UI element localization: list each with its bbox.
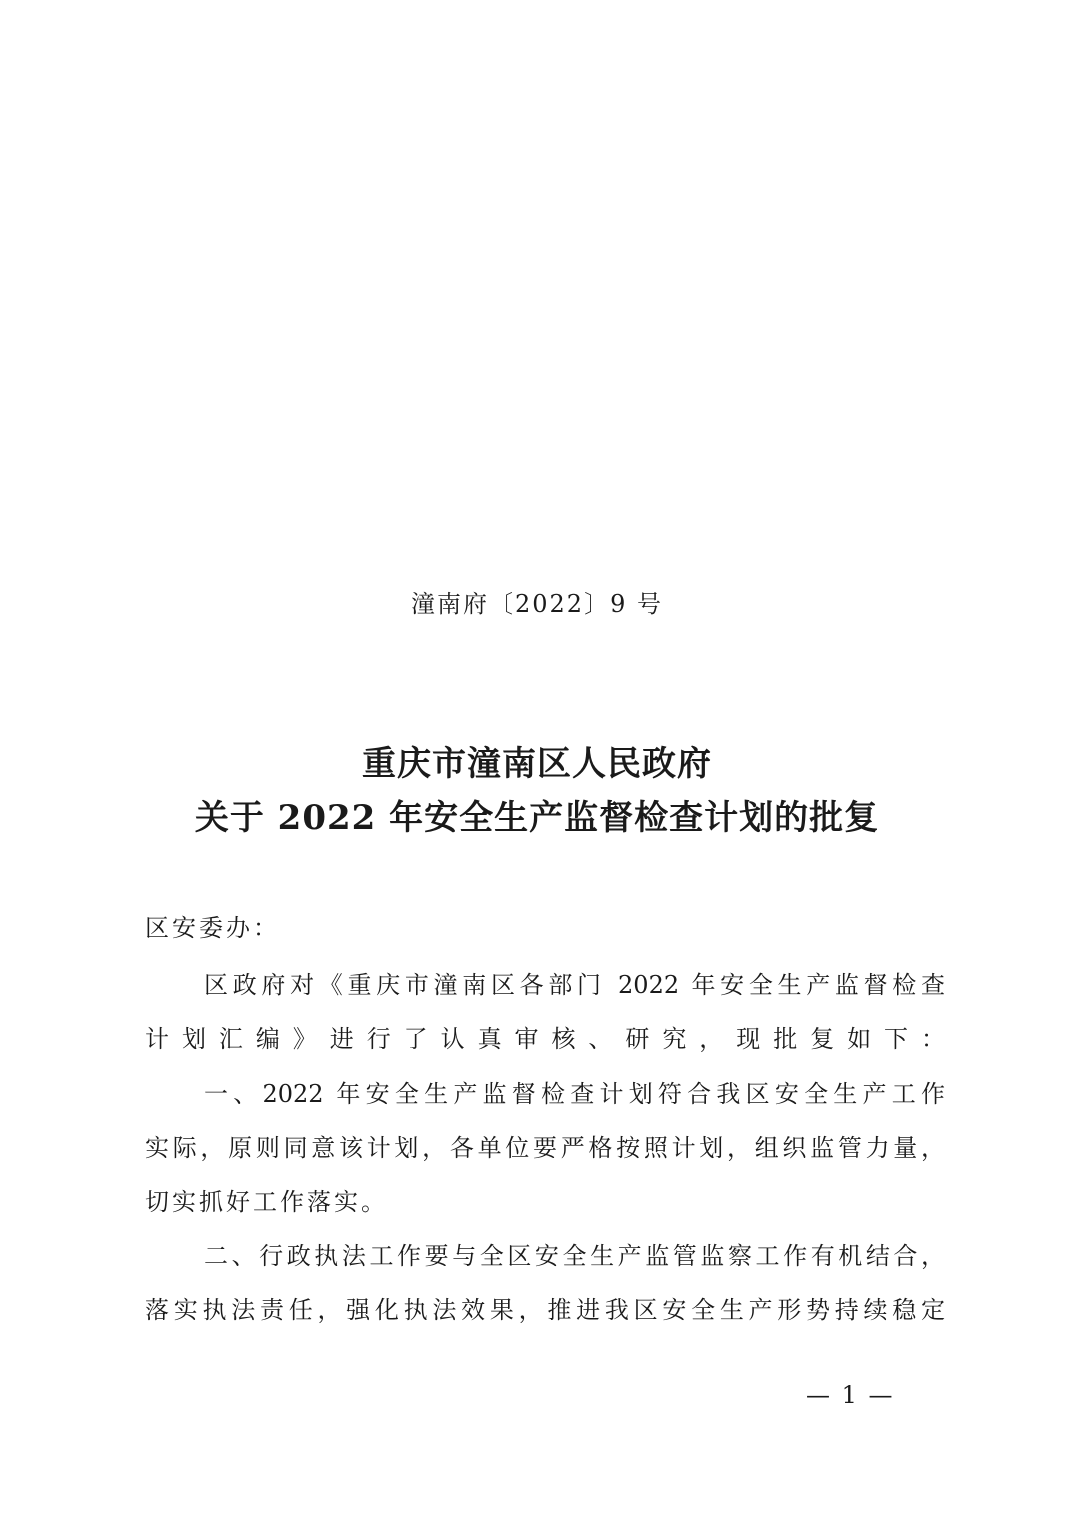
document-number: 潼南府〔2022〕9 号 <box>411 590 663 618</box>
body-line-2: 计划汇编》进行了认真审核、研究，现批复如下： <box>145 1025 945 1053</box>
body-line-4: 实际，原则同意该计划，各单位要严格按照计划，组织监管力量， <box>145 1134 945 1162</box>
salutation: 区安委办： <box>145 914 280 942</box>
body-line-1: 区政府对《重庆市潼南区各部门 2022 年安全生产监督检查 <box>204 971 945 999</box>
body-line-7: 落实执法责任，强化执法效果，推进我区安全生产形势持续稳定 <box>145 1296 945 1324</box>
body-line-6: 二、行政执法工作要与全区安全生产监管监察工作有机结合， <box>204 1242 945 1270</box>
body-line-3: 一、2022 年安全生产监督检查计划符合我区安全生产工作 <box>204 1080 945 1108</box>
body-line-5: 切实抓好工作落实。 <box>145 1188 388 1216</box>
page-number: — 1 — <box>806 1381 895 1409</box>
document-title-line-1: 重庆市潼南区人民政府 <box>362 744 712 784</box>
document-title-line-2: 关于 2022 年安全生产监督检查计划的批复 <box>194 798 880 838</box>
